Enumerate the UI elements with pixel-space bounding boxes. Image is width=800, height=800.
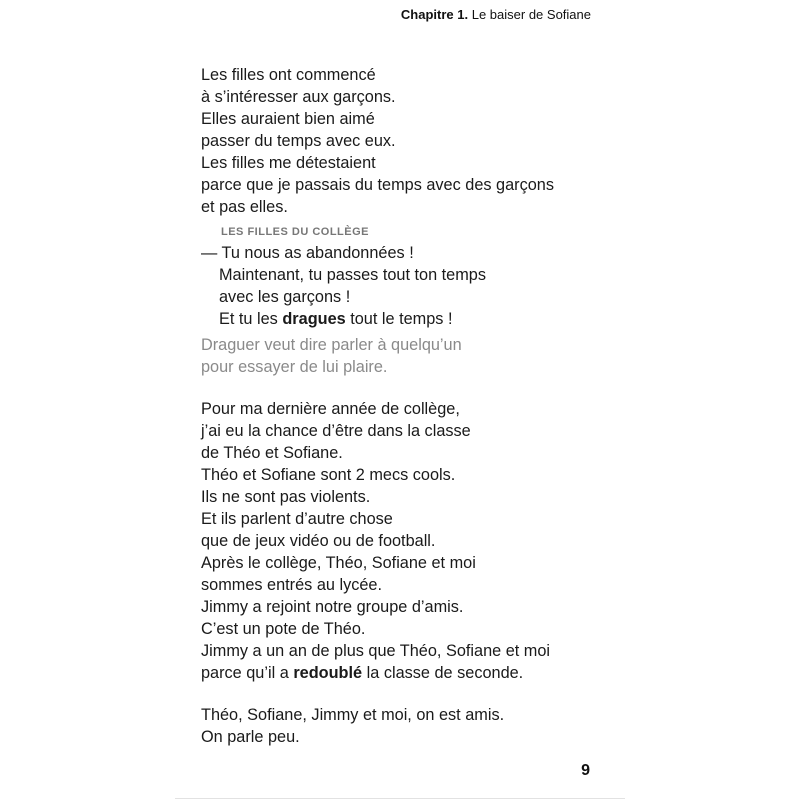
- paragraph-2: [201, 398, 621, 684]
- text-line: et pas elles.: [201, 198, 288, 216]
- text-run: parce qu’il a: [201, 664, 294, 682]
- definition-line: Draguer veut dire parler à quelqu’un: [201, 336, 462, 354]
- text-line: Elles auraient bien aimé: [201, 110, 375, 128]
- text-line: Pour ma dernière année de collège,: [201, 400, 460, 418]
- running-header: [401, 7, 591, 22]
- text-line: de Théo et Sofiane.: [201, 444, 343, 462]
- paragraph-1: [201, 64, 621, 218]
- text-line: On parle peu.: [201, 728, 300, 746]
- text-line: C’est un pote de Théo.: [201, 620, 366, 638]
- paragraph-gap: [201, 378, 621, 398]
- text-line: Les filles me détestaient: [201, 154, 376, 172]
- page-body: [201, 64, 621, 748]
- text-line: Et ils parlent d’autre chose: [201, 510, 393, 528]
- text-line: Jimmy a un an de plus que Théo, Sofiane et moi: [201, 642, 551, 660]
- text-line: Théo et Sofiane sont 2 mecs cools.: [201, 466, 456, 484]
- dialogue-line: — Tu nous as abandonnées !: [201, 244, 414, 262]
- dialogue-line: Maintenant, tu passes tout ton temps: [219, 266, 486, 284]
- text-line: Après le collège, Théo, Sofiane et moi: [201, 554, 476, 572]
- vocabulary-word: dragues: [282, 310, 346, 328]
- chapter-label: Chapitre 1.: [400, 7, 469, 22]
- bottom-divider: [175, 798, 625, 799]
- text-line: Théo, Sofiane, Jimmy et moi, on est amis.: [201, 706, 505, 724]
- paragraph-gap: [201, 684, 621, 704]
- text-line: parce que je passais du temps avec des garçons: [201, 176, 554, 194]
- text-line: sommes entrés au lycée.: [201, 576, 382, 594]
- dialogue-block: [201, 242, 621, 330]
- text-line: que de jeux vidéo ou de football.: [201, 532, 436, 550]
- text-line: à s’intéresser aux garçons.: [201, 88, 396, 106]
- text-line: Les filles ont commencé: [201, 66, 376, 84]
- text-line: [201, 662, 621, 684]
- definition-line: pour essayer de lui plaire.: [201, 358, 388, 376]
- text-run: tout le temps !: [345, 310, 453, 328]
- text-line: j’ai eu la chance d’être dans la classe: [201, 422, 471, 440]
- page-number: 9: [581, 762, 590, 779]
- text-line: Ils ne sont pas violents.: [201, 488, 371, 506]
- definition-note: [201, 334, 621, 378]
- text-line: passer du temps avec eux.: [201, 132, 396, 150]
- paragraph-3: [201, 704, 621, 748]
- text-run: Et tu les: [219, 310, 283, 328]
- text-run: la classe de seconde.: [362, 664, 524, 682]
- dialogue-line: avec les garçons !: [219, 288, 351, 306]
- text-line: Jimmy a rejoint notre groupe d’amis.: [201, 598, 464, 616]
- chapter-title: Le baiser de Sofiane: [471, 7, 591, 22]
- vocabulary-word: redoublé: [293, 664, 363, 682]
- dialogue-line: [201, 308, 621, 330]
- speaker-label: LES FILLES DU COLLÈGE: [221, 226, 370, 238]
